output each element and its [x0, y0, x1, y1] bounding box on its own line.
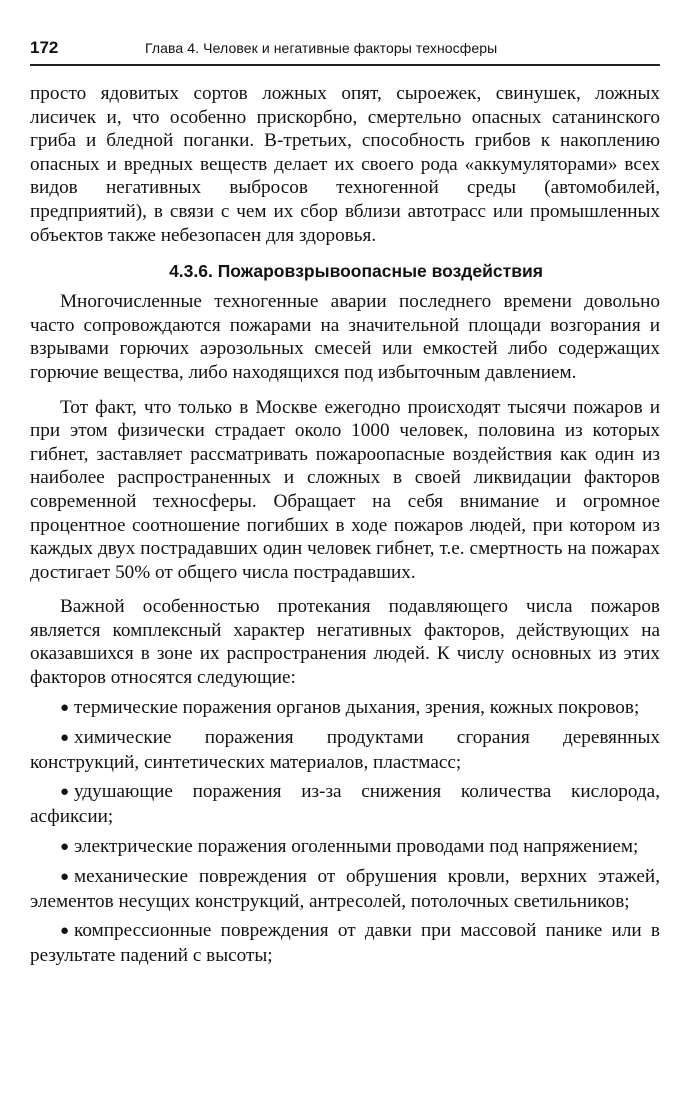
list-item	[30, 726, 660, 774]
paragraph: Многочисленные техногенные аварии последнего времени довольно часто сопровождаются пожарами на значительной площади возгорания и взрывами горючих аэрозольных смесей или емкостей либо содержащих горючие вещества, либо находящихся под избыточным давлением.	[30, 291, 660, 383]
list-item-text: термические поражения органов дыхания, зрения, кожных покровов;	[74, 696, 640, 718]
list-item-text: удушающие поражения из-за снижения количества кислорода, асфиксии;	[30, 781, 660, 828]
bullet-icon: ●	[60, 923, 70, 940]
paragraph: Тот факт, что только в Москве ежегодно происходят тысячи пожаров и при этом физически страдает около 1000 человек, половина из которых гибнет, заставляет рассматривать пожароопасные воздействия как один из наиболее распространенных и сложных в своей ликвидации факторов современной техносферы. Обращает на себя внимание и огромное процентное соотношение погибших в ходе пожаров людей, при котором из каждых двух пострадавших один человек гибнет, т.е. смертность на пожарах достигает 50% от общего числа пострадавших.	[30, 396, 660, 583]
section-title: 4.3.6. Пожаровзрывоопасные воздействия	[169, 261, 543, 282]
running-head: Глава 4. Человек и негативные факторы техносферы	[145, 40, 498, 56]
bullet-icon: ●	[60, 869, 70, 886]
bullet-icon: ●	[60, 838, 70, 855]
page-body	[30, 82, 660, 968]
list-item	[30, 696, 660, 721]
page-number: 172	[30, 38, 59, 57]
list-item	[30, 865, 660, 913]
list-item	[30, 919, 660, 967]
bullet-icon: ●	[60, 699, 70, 716]
bullet-icon: ●	[60, 730, 70, 747]
list-item-text: механические повреждения от обрушения кровли, верхних этажей, элементов несущих конструкций, антресолей, потолочных светильников;	[30, 866, 660, 912]
page-header	[30, 36, 660, 66]
list-item-text: химические поражения продуктами сгорания деревянных конструкций, синтетических материалов, пластмасс;	[30, 727, 660, 773]
bullet-list	[30, 696, 660, 968]
list-item-text: компрессионные повреждения от давки при массовой панике или в результате падений с высоты;	[30, 920, 660, 966]
paragraph: Важной особенностью протекания подавляющего числа пожаров является комплексный характер негативных факторов, действующих на оказавшихся в зоне их распространения людей. К числу основных из этих факторов относятся следующие:	[30, 596, 660, 689]
list-item	[30, 835, 660, 860]
bullet-icon: ●	[60, 784, 70, 801]
list-item	[30, 780, 660, 828]
list-item-text: электрические поражения оголенными проводами под напряжением;	[74, 835, 639, 857]
intro-paragraph: просто ядовитых сортов ложных опят, сыроежек, свинушек, ложных лисичек и, что особенно прискорбно, смертельно опасных сатанинского гриба и бледной поганки. В-третьих, способность грибов к накоплению опасных и вредных веществ делает их своего рода «аккумуляторами» всех видов негативных выбросов техногенной среды (автомобилей, предприятий), в связи с чем их сбор вблизи автотрасс или промышленных объектов также небезопасен для здоровья.	[30, 83, 660, 246]
